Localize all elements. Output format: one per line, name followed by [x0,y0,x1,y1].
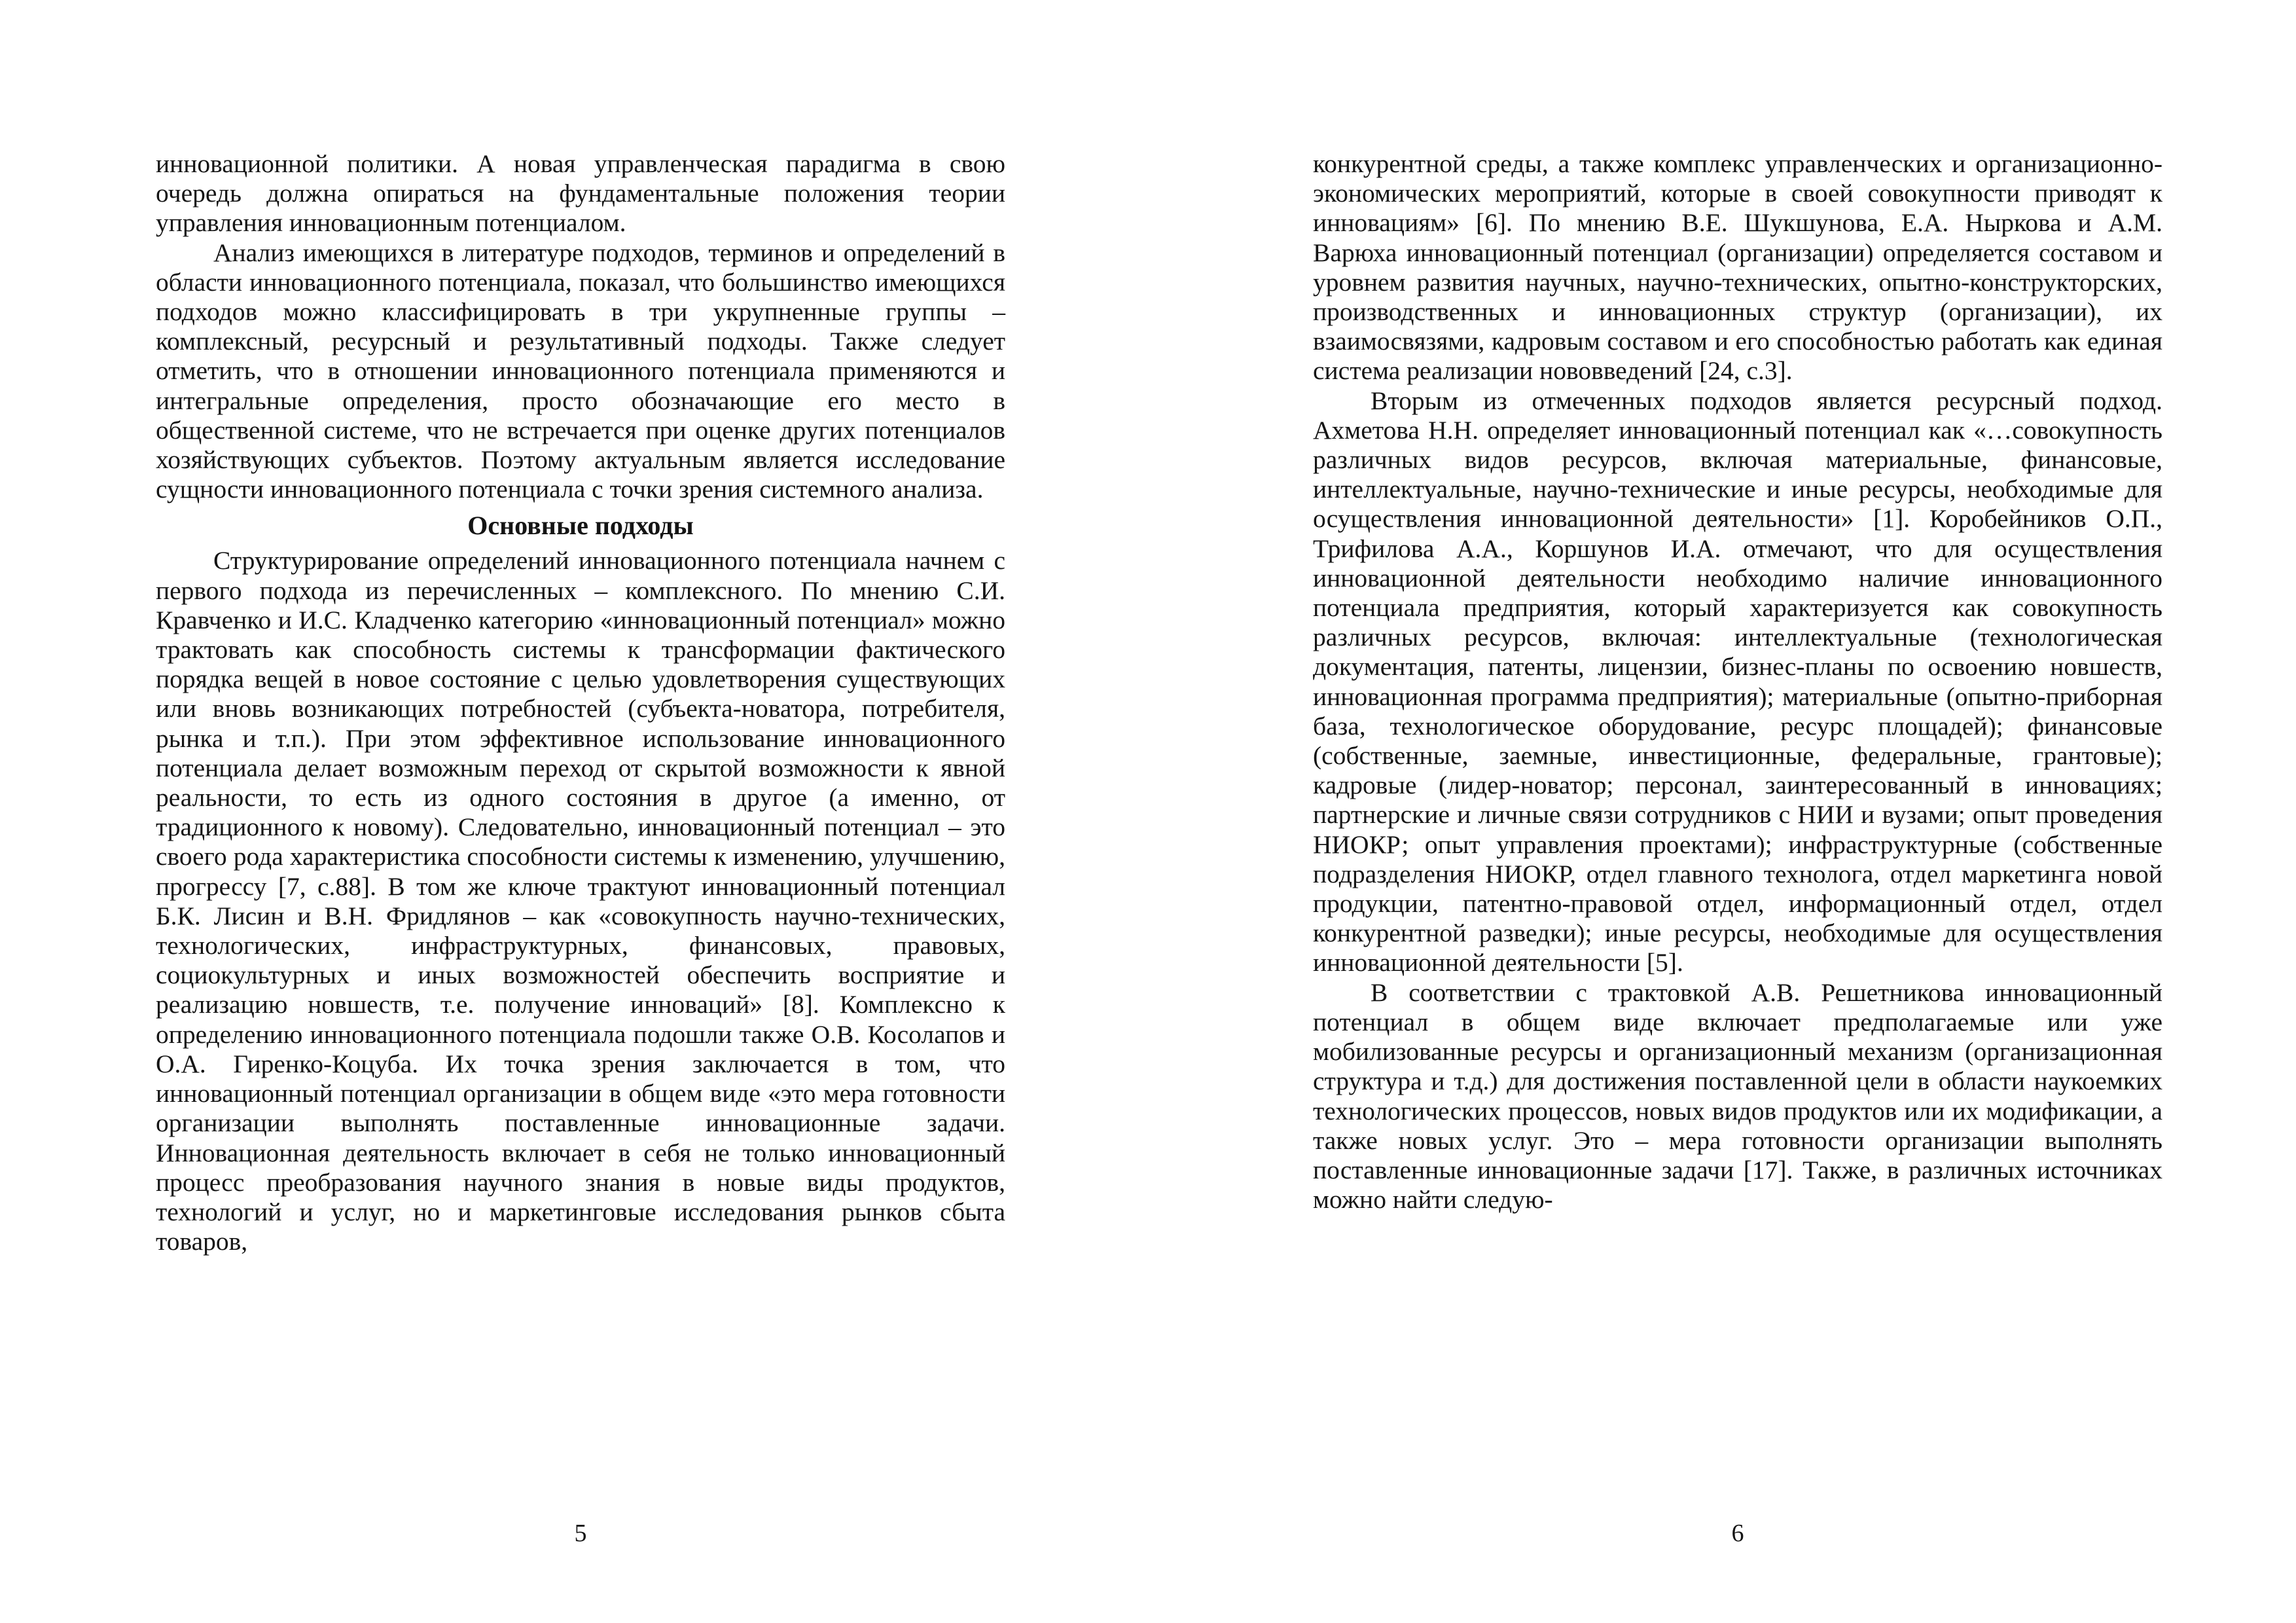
left-paragraph-1: инновационной политики. А новая управленческая парадигма в свою очередь должна опираться на фундаментальные положения теории управления инновационным потенциалом. [156,149,1005,238]
left-paragraph-3: Структурирование определений инновационного потенциала начнем с первого подхода из перечисленных – комплексного. По мнению С.И. Кравченко и И.С. Кладченко категорию «инновационный потенциал» можно трактовать как способность системы к трансформации фактического порядка вещей в новое состояние с целью удовлетворения существующих или вновь возникающих потребностей (субъекта-новатора, потребителя, рынка и т.п.). При этом эффективное использование инновационного потенциала делает возможным переход от скрытой возможности к явной реальности, то есть из одного состояния в другое (а именно, от традиционного к новому). Следовательно, инновационный потенциал – это своего рода характеристика способности системы к изменению, улучшению, прогрессу [7, с.88]. В том же ключе трактуют инновационный потенциал Б.К. Лисин и В.Н. Фридлянов – как «совокупность научно-технических, технологических, инфраструктурных, финансовых, правовых, социокультурных и иных возможностей обеспечить восприятие и реализацию новшеств, т.е. получение инноваций» [8]. Комплексно к определению инновационного потенциала подошли также О.В. Косолапов и О.А. Гиренко-Коцуба. Их точка зрения заключается в том, что инновационный потенциал организации в общем виде «это мера готовности организации выполнять поставленные инновационные задачи. Инновационная деятельность включает в себя не только инновационный процесс преобразования научного знания в новые виды продуктов, технологий и услуг, но и маркетинговые исследования рынков сбыта товаров, [156,546,1005,1256]
section-heading: Основные подходы [467,511,694,541]
right-paragraph-3: В соответствии с трактовкой А.В. Решетникова инновационный потенциал в общем виде включает предполагаемые или уже мобилизованные ресурсы и организационный механизм (организационная структура и т.д.) для достижения поставленной цели в области наукоемких технологических процессов, новых видов продуктов или их модификации, а также новых услуг. Это – мера готовности организации выполнять поставленные инновационные задачи [17]. Также, в различных источниках можно найти следую- [1313,977,2162,1214]
right-paragraph-2: Вторым из отмеченных подходов является ресурсный подход. Ахметова Н.Н. определяет инновационный потенциал как «…совокупность различных видов ресурсов, включая материальные, финансовые, интеллектуальные, научно-технические и иные ресурсы, необходимые для осуществления инновационной деятельности» [1]. Коробейников О.П., Трифилова А.А., Коршунов И.А. отмечают, что для осуществления инновационной деятельности необходимо наличие инновационного потенциала предприятия, который характеризуется как совокупность различных ресурсов, включая: интеллектуальные (технологическая документация, патенты, лицензии, бизнес-планы по освоению новшеств, инновационная программа предприятия); материальные (опытно-приборная база, технологическое оборудование, ресурс площадей); финансовые (собственные, заемные, инвестиционные, федеральные, грантовые); кадровые (лидер-новатор; персонал, заинтересованный в инновациях; партнерские и личные связи сотрудников с НИИ и вузами; опыт проведения НИОКР; опыт управления проектами); инфраструктурные (собственные подразделения НИОКР, отдел главного технолога, отдел маркетинга новой продукции, патентно-правовой отдел, информационный отдел, отдел конкурентной разведки); иные ресурсы, необходимые для осуществления инновационной деятельности [5]. [1313,386,2162,977]
right-page [1313,149,2162,1214]
left-page [156,149,1005,1256]
page-number-right: 6 [1731,1520,1744,1547]
left-paragraph-2: Анализ имеющихся в литературе подходов, терминов и определений в области инновационного потенциала, показал, что большинство имеющихся подходов можно классифицировать в три укрупненные группы – комплексный, ресурсный и результативный подходы. Также следует отметить, что в отношении инновационного потенциала применяются и интегральные определения, просто обозначающие его место в общественной системе, что не встречается при оценке других потенциалов хозяйствующих субъектов. Поэтому актуальным является исследование сущности инновационного потенциала с точки зрения системного анализа. [156,238,1005,504]
page-number-left: 5 [574,1520,587,1547]
right-paragraph-1: конкурентной среды, а также комплекс управленческих и организационно-экономических мероприятий, которые в своей совокупности приводят к инновациям» [6]. По мнению В.Е. Шукшунова, Е.А. Ныркова и А.М. Варюха инновационный потенциал (организации) определяется составом и уровнем развития научных, научно-технических, опытно-конструкторских, производственных и инновационных структур (организации), их взаимосвязями, кадровым составом и его способностью работать как единая система реализации нововведений [24, с.3]. [1313,149,2162,386]
